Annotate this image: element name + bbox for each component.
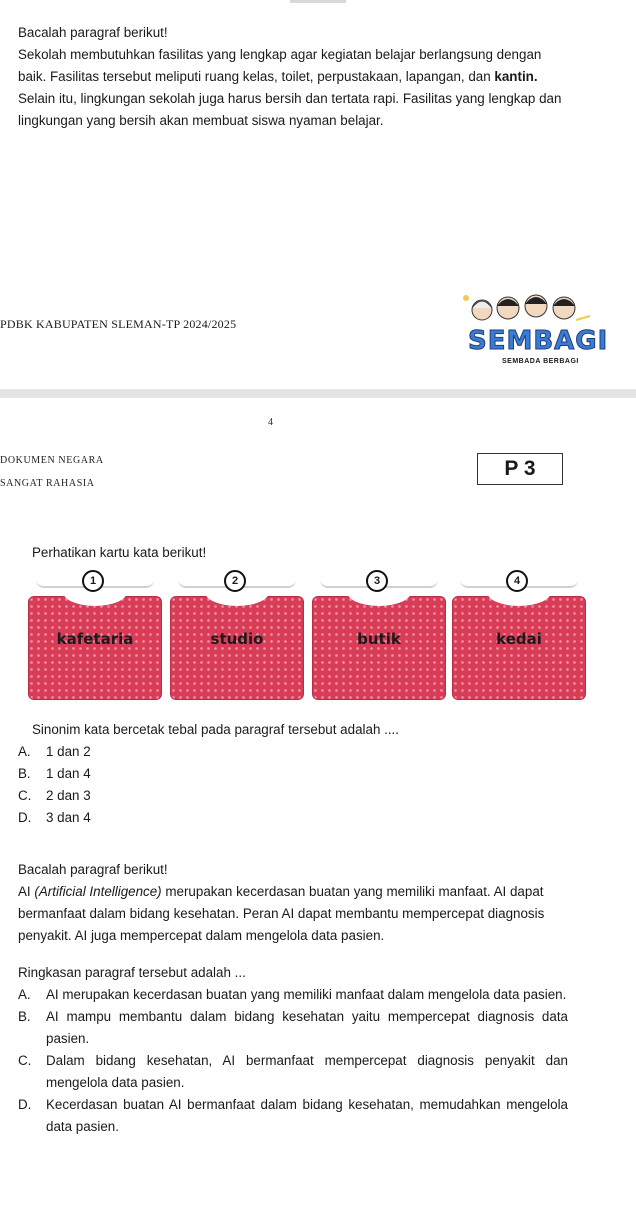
- paragraph-line: AI (Artificial Intelligence) merupakan kecerdasan buatan yang memiliki manfaat. AI dapat: [18, 884, 544, 899]
- option-a[interactable]: A. 1 dan 2: [18, 744, 91, 759]
- paragraph-line: Selain itu, lingkungan sekolah juga harus bersih dan tertata rapi. Fasilitas yang lengkap dan: [18, 91, 562, 106]
- card-body: [312, 596, 446, 700]
- paragraph-line: Sekolah membutuhkan fasilitas yang lengkap agar kegiatan belajar berlangsung dengan: [18, 47, 542, 62]
- paragraph-ai: [18, 881, 568, 947]
- logo-text: SEMBAGI: [468, 326, 609, 356]
- logo-subtext: SEMBADA BERBAGI: [502, 358, 579, 365]
- options-list: [18, 741, 578, 829]
- question-text: Ringkasan paragraf tersebut adalah ...: [18, 965, 246, 980]
- paragraph-line: bermanfaat dalam bidang kesehatan. Peran AI dapat membantu mempercepat diagnosis: [18, 906, 545, 921]
- option-c[interactable]: C. 2 dan 3: [18, 788, 91, 803]
- option-c[interactable]: C. Dalam bidang kesehatan, AI bermanfaat mempercepat diagnosis penyakit dan mengelola data pasien.: [18, 1053, 568, 1090]
- instruction-text: Perhatikan kartu kata berikut!: [32, 545, 207, 560]
- card-word: kafetaria: [56, 630, 134, 648]
- card-word: kedai: [496, 630, 542, 648]
- page-top-edge: [290, 0, 346, 3]
- options-list: [18, 984, 568, 1138]
- word-card: [312, 570, 446, 702]
- option-d[interactable]: D. 3 dan 4: [18, 810, 91, 825]
- page-divider: [0, 389, 636, 398]
- card-body: [28, 596, 162, 700]
- option-d[interactable]: D. Kecerdasan buatan AI bermanfaat dalam bidang kesehatan, memudahkan mengelola data pasien.: [18, 1097, 568, 1134]
- doc-label-rahasia: SANGAT RAHASIA: [0, 478, 95, 489]
- card-number: 3: [366, 570, 388, 592]
- option-b[interactable]: B. AI mampu membantu dalam bidang kesehatan yaitu mempercepat diagnosis data pasien.: [18, 1009, 568, 1046]
- option-b[interactable]: B. 1 dan 4: [18, 766, 91, 781]
- word-card: [170, 570, 304, 702]
- footer-text: PDBK KABUPATEN SLEMAN-TP 2024/2025: [0, 317, 237, 331]
- instruction-text: Bacalah paragraf berikut!: [18, 862, 168, 877]
- sembagi-logo: [458, 290, 609, 370]
- instruction-text: Bacalah paragraf berikut!: [18, 25, 168, 40]
- paragraph-line: penyakit. AI juga mempercepat dalam mengelola data pasien.: [18, 928, 385, 943]
- card-number: 2: [224, 570, 246, 592]
- card-body: [452, 596, 586, 700]
- bold-word: kantin.: [494, 69, 538, 84]
- card-body: [170, 596, 304, 700]
- doc-label-negara: DOKUMEN NEGARA: [0, 455, 104, 466]
- word-card: [452, 570, 586, 702]
- page-number: 4: [268, 417, 273, 428]
- paragraph-line: baik. Fasilitas tersebut meliputi ruang kelas, toilet, perpustakaan, lapangan, dan kantin.: [18, 69, 538, 84]
- card-word: studio: [210, 630, 264, 648]
- card-number: 4: [506, 570, 528, 592]
- word-card: [28, 570, 162, 702]
- option-a[interactable]: A. AI merupakan kecerdasan buatan yang memiliki manfaat dalam mengelola data pasien.: [18, 987, 567, 1002]
- packet-code: P 3: [477, 453, 563, 485]
- paragraph-line: lingkungan yang bersih akan membuat siswa nyaman belajar.: [18, 113, 384, 128]
- card-number: 1: [82, 570, 104, 592]
- question-text: Sinonim kata bercetak tebal pada paragraf tersebut adalah ....: [32, 722, 399, 737]
- card-word: butik: [357, 630, 401, 648]
- paragraph-school: [18, 44, 570, 132]
